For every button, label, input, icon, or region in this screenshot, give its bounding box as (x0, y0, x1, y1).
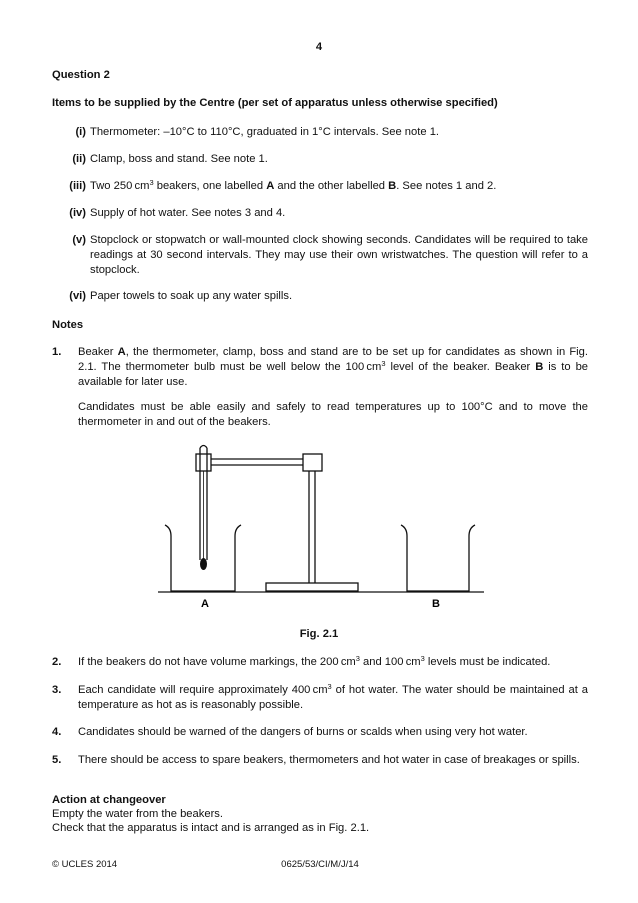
beaker-b-label: B (432, 598, 440, 610)
item-text: Clamp, boss and stand. See note 1. (90, 153, 268, 165)
figure-caption: Fig. 2.1 (299, 628, 339, 640)
changeover-heading: Action at changeover (52, 794, 166, 806)
footer-copyright: © UCLES 2014 (52, 859, 118, 870)
note-number: 3. (52, 684, 62, 696)
note-text: There should be access to spare beakers, thermometers and hot water in case of breakages or spills. (78, 754, 580, 766)
note-text: Beaker A, the thermometer, clamp, boss and stand are to be set up for candidates as shown in Fig. 2.1. The thermometer bulb must be well below the 100 $cm^3$ level of the beaker. Beaker B is to be available for later use. (78, 346, 589, 388)
footer-code: 0625/53/CI/M/J/14 (281, 859, 359, 870)
figure-apparatus-diagram (0, 440, 638, 640)
note-text: If the beakers do not have volume markings, the 200 $cm^3$ and 100 $cm^3$ levels must be indicated. (78, 654, 551, 668)
item-text: Paper towels to soak up any water spills. (90, 290, 293, 302)
item-text: Two 250 $cm^3$ beakers, one labelled A and the other labelled B. See notes 1 and 2. (90, 178, 497, 192)
page-number: 4 (315, 41, 323, 53)
items-subheading: Items to be supplied by the Centre (per set of apparatus unless otherwise specified) (52, 97, 498, 109)
item-number: (ii) (72, 153, 86, 165)
beaker-a (165, 525, 241, 591)
note-text: Candidates should be warned of the dangers of burns or scalds when using very hot water. (78, 726, 528, 738)
beaker-a-label: A (201, 598, 209, 610)
question-heading: Question 2 (52, 69, 110, 81)
note-number: 2. (52, 656, 62, 668)
changeover-line: Check that the apparatus is intact and is arranged as in Fig. 2.1. (52, 822, 370, 834)
note-number: 4. (52, 726, 62, 738)
item-number: (iv) (69, 207, 86, 219)
item-number: (i) (75, 126, 86, 138)
item-number: (vi) (69, 290, 86, 302)
note-text: Each candidate will require approximately 400 $cm^3$ of hot water. The water should be maintained at a temperature as hot as is reasonably possible. (78, 682, 588, 711)
thermometer-bulb (200, 558, 207, 570)
item-text: Stopclock or stopwatch or wall-mounted clock showing seconds. Candidates will be required to take readings at 30 second intervals. They may use their own wristwatches. The question will refer to a stopclock. (90, 234, 588, 276)
boss (303, 454, 322, 471)
note-text: Candidates must be able easily and safely to read temperatures up to 100°C and to move the thermometer in and out of the beakers. (78, 401, 588, 428)
item-number: (iii) (69, 180, 86, 192)
item-number: (v) (72, 234, 86, 246)
stand-base (266, 583, 358, 591)
item-text: Supply of hot water. See notes 3 and 4. (90, 207, 286, 219)
item-text: Thermometer: –10°C to 110°C, graduated in 1°C intervals. See note 1. (90, 126, 440, 138)
note-number: 1. (52, 346, 62, 358)
notes-heading: Notes (52, 319, 84, 331)
clamp-head (196, 454, 211, 471)
beaker-b (401, 525, 475, 591)
changeover-line: Empty the water from the beakers. (52, 808, 223, 820)
note-number: 5. (52, 754, 62, 766)
